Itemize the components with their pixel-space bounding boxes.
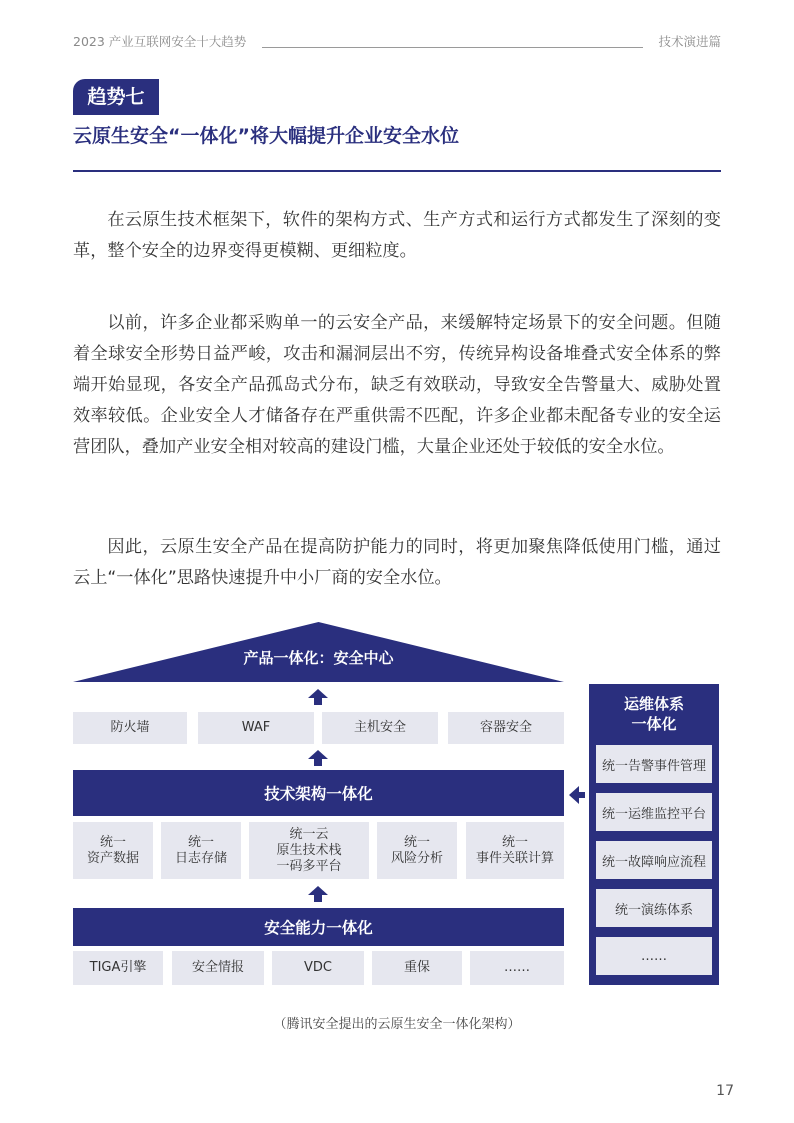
tech-item-line: 事件关联计算 — [475, 850, 554, 866]
tech-item — [249, 822, 369, 879]
product-item: 主机安全 — [322, 712, 438, 744]
tech-item-line: 日志存储 — [174, 850, 227, 866]
capability-item: VDC — [272, 951, 364, 985]
tech-item — [73, 822, 153, 879]
tech-item — [377, 822, 457, 879]
trend-title: 云原生安全“一体化”将大幅提升企业安全水位 — [73, 125, 459, 147]
capability-item: 重保 — [372, 951, 462, 985]
header-section: 技术演进篇 — [658, 34, 721, 49]
trend-tag: 趋势七 — [73, 79, 159, 115]
product-item: 防火墙 — [73, 712, 187, 744]
tech-item — [466, 822, 564, 879]
ops-title-line: 运维体系 — [623, 695, 684, 713]
tech-item-line: 原生技术栈 — [276, 842, 342, 858]
paragraph-1: 在云原生技术框架下，软件的架构方式、生产方式和运行方式都发生了深刻的变革，整个安全的边界变得更模糊、更细粒度。 — [73, 210, 721, 261]
tech-item-line: 资产数据 — [86, 850, 139, 866]
paragraph-3: 因此，云原生安全产品在提高防护能力的同时，将更加聚焦降低使用门槛，通过云上“一体化”思路快速提升中小厂商的安全水位。 — [73, 537, 721, 588]
tech-item-line: 统一 — [99, 834, 126, 850]
ops-item: 统一演练体系 — [596, 889, 712, 927]
tech-item-line: 统一 — [187, 834, 214, 850]
ops-item: 统一告警事件管理 — [596, 745, 712, 783]
ops-item: 统一运维监控平台 — [596, 793, 712, 831]
product-item: WAF — [198, 712, 314, 744]
roof-label: 产品一体化：安全中心 — [243, 649, 394, 667]
tech-item — [161, 822, 241, 879]
left-arrow-icon — [569, 786, 585, 804]
diagram-caption: （腾讯安全提出的云原生安全一体化架构） — [273, 1017, 521, 1032]
header-rule — [262, 47, 643, 48]
security-capability-bar: 安全能力一体化 — [73, 908, 564, 946]
title-rule — [73, 170, 721, 172]
tech-item-line: 统一 — [501, 834, 528, 850]
paragraph-2: 以前，许多企业都采购单一的云安全产品，来缓解特定场景下的安全问题。但随着全球安全形势日益严峻，攻击和漏洞层出不穷，传统异构设备堆叠式安全体系的弊端开始显现，各安全产品孤岛式分布，缺乏有效联动，导致安全告警量大、威胁处置效率较低。企业安全人才储备存在严重供需不匹配，许多企业都未配备专业的安全运营团队，叠加产业安全相对较高的建设门槛，大量企业还处于较低的安全水位。 — [73, 313, 721, 457]
up-arrow-icon — [308, 689, 328, 705]
up-arrow-icon — [308, 886, 328, 902]
capability-item: 安全情报 — [172, 951, 264, 985]
tech-item-line: 一码多平台 — [276, 858, 342, 874]
tech-architecture-bar: 技术架构一体化 — [73, 770, 564, 816]
capability-item: TIGA引擎 — [73, 951, 163, 985]
tech-item-line: 统一云 — [289, 826, 329, 842]
ops-item: 统一故障响应流程 — [596, 841, 712, 879]
page-number: 17 — [716, 1083, 734, 1099]
ops-title — [589, 694, 719, 734]
tech-item-line: 风险分析 — [390, 850, 443, 866]
tech-item-line: 统一 — [403, 834, 430, 850]
header-report-title: 2023 产业互联网安全十大趋势 — [73, 34, 247, 49]
ops-item: …… — [596, 937, 712, 975]
ops-title-line: 一体化 — [631, 715, 677, 733]
up-arrow-icon — [308, 750, 328, 766]
product-item: 容器安全 — [448, 712, 564, 744]
capability-item: …… — [470, 951, 564, 985]
